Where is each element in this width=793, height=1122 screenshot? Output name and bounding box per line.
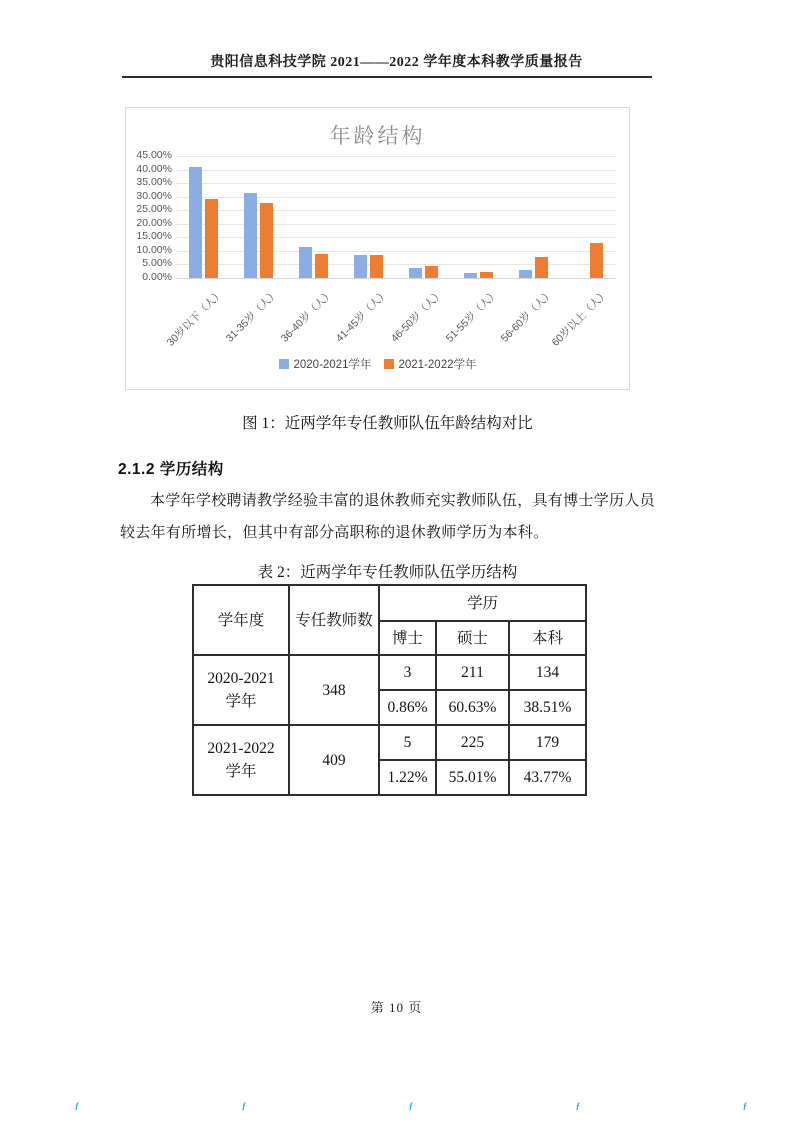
gridline [176,224,616,225]
col-header-count: 专任教师数 [289,585,379,655]
legend-swatch-icon [384,359,394,369]
age-structure-chart [125,107,630,390]
paragraph-line: 较去年有所增长，但其中有部分高职称的退休教师学历为本科。 [120,525,549,541]
y-tick-label: 0.00% [142,271,172,283]
y-tick-label: 15.00% [136,230,172,243]
gridline [176,183,616,184]
table-cell-percent: 1.22% [379,760,436,795]
table-cell-year: 2021-2022 学年 [193,725,289,795]
table-caption: 表 2：近两学年专任教师队伍学历结构 [257,564,518,581]
x-axis-label: 31-35岁（人） [223,287,281,345]
y-tick-label: 20.00% [136,216,172,229]
legend-label: 2020-2021学年 [293,359,372,371]
legend-item [279,356,372,372]
x-axis-label: 56-60岁（人） [498,287,556,345]
chart-plot-area [136,149,616,283]
body-paragraph [120,485,657,549]
table-cell-percent: 0.86% [379,690,436,725]
gridline [176,278,616,279]
y-tick-label: 35.00% [136,176,172,189]
y-tick-label: 30.00% [136,189,172,202]
bar-2020-2021学年-36-40岁（人） [299,247,312,278]
legend-item [384,356,477,372]
table-cell-count: 211 [436,655,509,690]
paragraph-line: 本学年学校聘请教学经验丰富的退休教师充实教师队伍，具有博士学历人员 [150,493,655,509]
col-header-year: 学年度 [193,585,289,655]
gridline [176,197,616,198]
chart-title: 年龄结构 [329,124,426,148]
scan-mark-icon: ƒ [575,1101,581,1111]
table-cell-year: 2020-2021 学年 [193,655,289,725]
col-header-master: 硕士 [436,621,509,655]
table-cell-percent: 43.77% [509,760,586,795]
legend-label: 2021-2022学年 [398,359,477,371]
col-header-bachelor: 本科 [509,621,586,655]
gridline [176,251,616,252]
bar-2020-2021学年-30岁以下（人） [189,167,202,278]
bar-2021-2022学年-41-45岁（人） [370,255,383,278]
bar-2021-2022学年-51-55岁（人） [480,272,493,278]
col-header-degree-group: 学历 [379,585,586,621]
bar-2021-2022学年-36-40岁（人） [315,254,328,278]
gridline [176,264,616,265]
x-axis-label: 41-45岁（人） [333,287,391,345]
table-cell-count: 3 [379,655,436,690]
table-cell-count: 5 [379,725,436,760]
chart-legend [126,356,629,372]
bar-2020-2021学年-46-50岁（人） [409,268,422,278]
y-tick-label: 5.00% [142,257,172,270]
x-axis-label: 30岁以下（人） [164,287,226,349]
x-axis-label: 51-55岁（人） [443,287,501,345]
x-axis-label: 60岁以上（人） [549,287,611,349]
header-divider [122,76,652,78]
gridline [176,170,616,171]
bar-2020-2021学年-51-55岁（人） [464,273,477,278]
scan-mark-icon: ƒ [742,1101,748,1111]
scan-mark-icon: ƒ [408,1101,414,1111]
table-cell-percent: 55.01% [436,760,509,795]
bar-2021-2022学年-31-35岁（人） [260,203,273,278]
gridline [176,156,616,157]
table-cell-total: 409 [289,725,379,795]
legend-swatch-icon [279,359,289,369]
bar-2021-2022学年-30岁以下（人） [205,199,218,278]
page-number: 第 10 页 [370,1000,423,1015]
table-cell-count: 179 [509,725,586,760]
bar-2021-2022学年-56-60岁（人） [535,257,548,278]
scan-mark-icon: ƒ [74,1101,80,1111]
bar-2020-2021学年-56-60岁（人） [519,270,532,278]
degree-structure-table [192,584,587,796]
gridline [176,210,616,211]
figure-caption: 图 1：近两学年专任教师队伍年龄结构对比 [242,415,533,432]
section-heading: 2.1.2 学历结构 [118,461,224,478]
table-cell-percent: 60.63% [436,690,509,725]
table-cell-total: 348 [289,655,379,725]
bar-2021-2022学年-46-50岁（人） [425,266,438,278]
bar-2020-2021学年-41-45岁（人） [354,255,367,278]
y-tick-label: 40.00% [136,162,172,175]
page-header-title: 贵阳信息科技学院 2021——2022 学年度本科教学质量报告 [210,55,583,70]
bar-2020-2021学年-31-35岁（人） [244,193,257,278]
table-cell-count: 134 [509,655,586,690]
gridline [176,237,616,238]
y-tick-label: 25.00% [136,203,172,216]
y-tick-label: 45.00% [136,149,172,161]
x-axis-label: 36-40岁（人） [278,287,336,345]
table-cell-percent: 38.51% [509,690,586,725]
scan-mark-icon: ƒ [241,1101,247,1111]
bar-2021-2022学年-60岁以上（人） [590,243,603,278]
col-header-doctor: 博士 [379,621,436,655]
y-tick-label: 10.00% [136,243,172,256]
x-axis-label: 46-50岁（人） [388,287,446,345]
table-cell-count: 225 [436,725,509,760]
